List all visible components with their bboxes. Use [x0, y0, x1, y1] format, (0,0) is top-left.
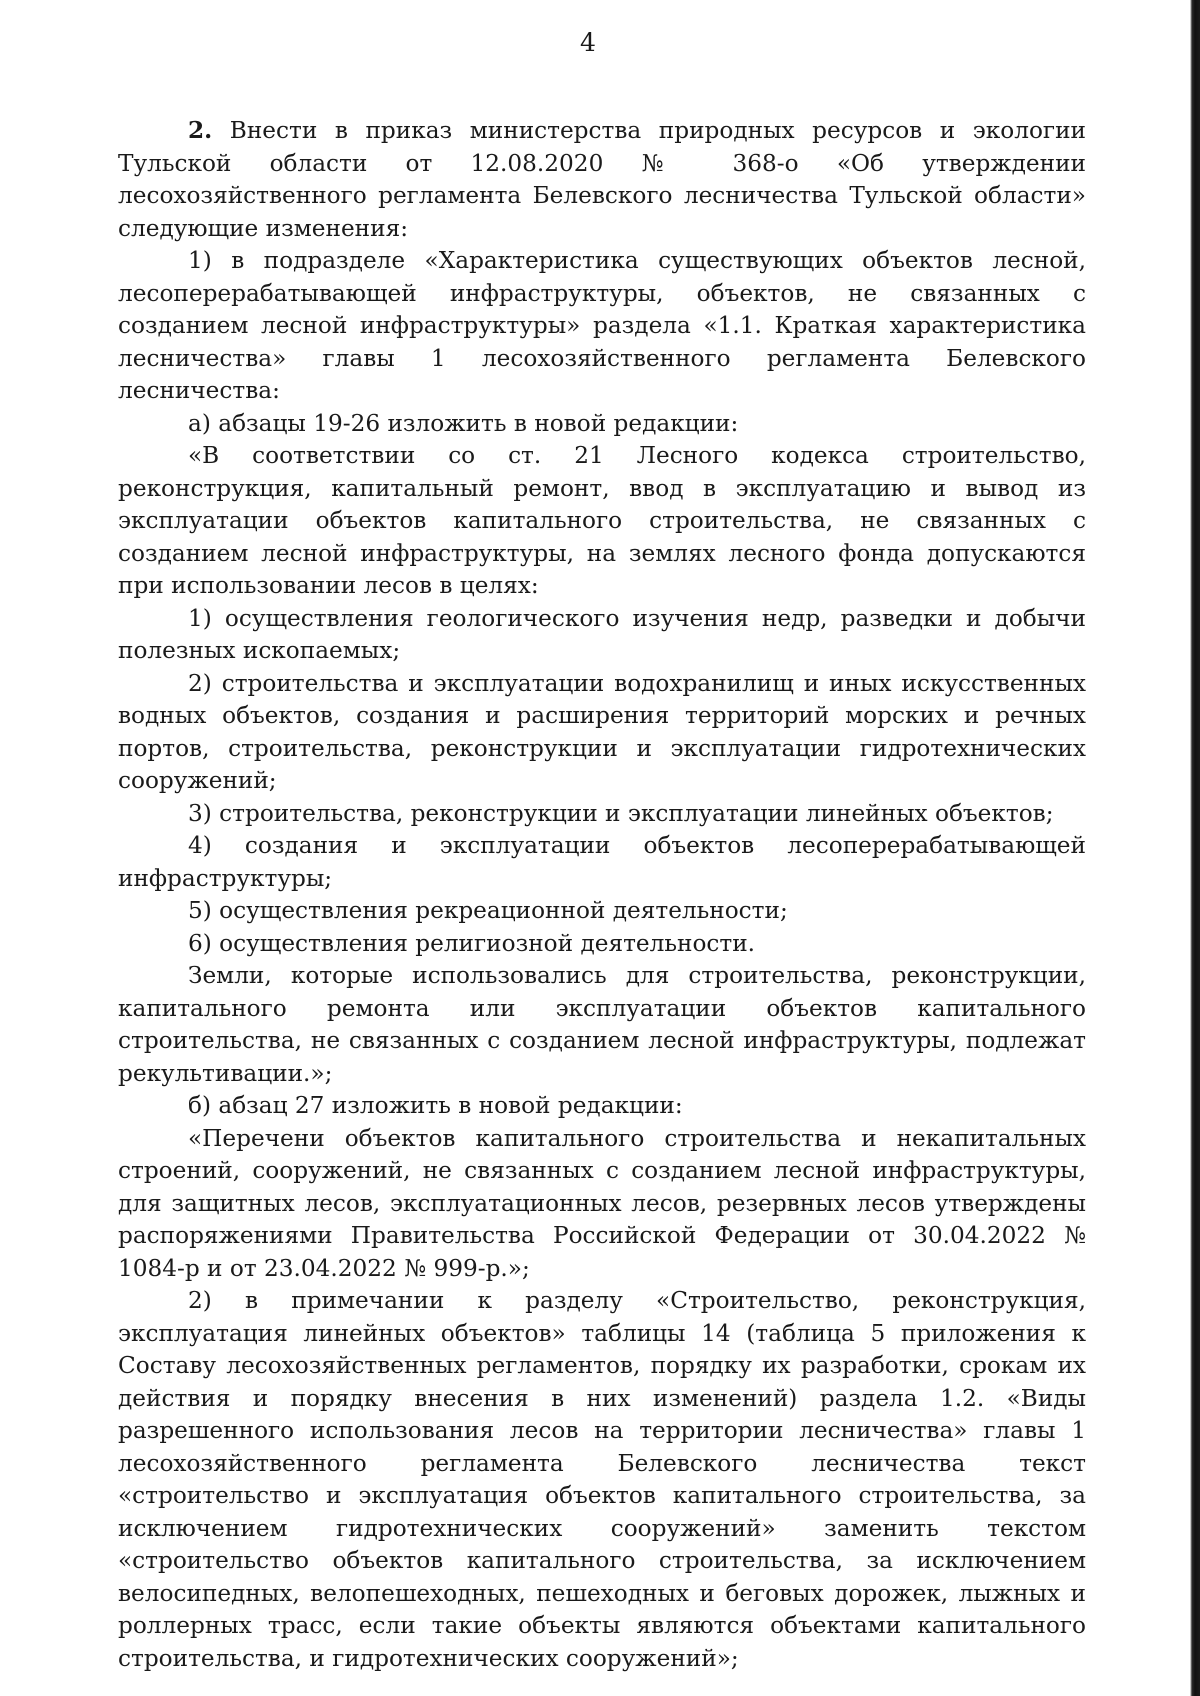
paragraph: 5) осуществления рекреационной деятельности;: [188, 897, 788, 924]
paragraph: 6) осуществления религиозной деятельности.: [188, 929, 756, 957]
item-number: 2.: [188, 117, 213, 144]
paragraph: 4) создания и эксплуатации объектов лесоперерабатывающей инфраструктуры;: [118, 832, 1086, 892]
paragraph: «Перечени объектов капитального строительства и некапитальных строений, сооружений, не связанных с созданием лесной инфраструктуры, для защитных лесов, эксплуатационных лесов, резервных лесов утверждены распоряжениями Правительства Российской Федерации от 30.04.2022 № 1084-р и от 23.04.2022 № 999-р.»;: [118, 1124, 1086, 1282]
paragraph: 3) строительства, реконструкции и эксплуатации линейных объектов;: [188, 799, 1054, 827]
paragraph-text: Внести в приказ министерства природных ресурсов и экологии Тульской области от 12.08.2020 № 368-о «Об утверждении лесохозяйственного регламента Белевского лесничества Тульской области» следующие изменения:: [118, 117, 1086, 242]
paragraph: 2) в примечании к разделу «Строительство, реконструкция, эксплуатация линейных объектов» таблицы 14 (таблица 5 приложения к Составу лесохозяйственных регламентов, порядку их разработки, срокам их действия и порядку внесения в них изменений) раздела 1.2. «Виды разрешенного использования лесов на территории лесничества» главы 1 лесохозяйственного регламента Белевского лесничества текст «строительство и эксплуатация объектов капитального строительства, за исключением гидротехнических сооружений» заменить текстом «строительство объектов капитального строительства, за исключением велосипедных, велопешеходных, пешеходных и беговых дорожек, лыжных и роллерных трасс, если такие объекты являются объектами капитального строительства, и гидротехнических сооружений»;: [118, 1287, 1086, 1672]
paragraph: Земли, которые использовались для строительства, реконструкции, капитального ремонта или эксплуатации объектов капитального строительства, не связанных с созданием лесной инфраструктуры, подлежат рекультивации.»;: [118, 962, 1086, 1087]
paragraph: 2) строительства и эксплуатации водохранилищ и иных искусственных водных объектов, создания и расширения территорий морских и речных портов, строительства, реконструкции и эксплуатации гидротехнических сооружений;: [118, 669, 1086, 794]
page-number: 4: [580, 28, 596, 57]
paragraph: а) абзацы 19-26 изложить в новой редакции:: [188, 409, 739, 437]
paragraph: б) абзац 27 изложить в новой редакции:: [188, 1092, 683, 1119]
paragraph: 1) осуществления геологического изучения недр, разведки и добычи полезных ископаемых;: [118, 604, 1086, 664]
paragraph: «В соответствии со ст. 21 Лесного кодекса строительство, реконструкция, капитальный ремонт, ввод в эксплуатацию и вывод из эксплуатации объектов капитального строительства, не связанных с созданием лесной инфраструктуры, на землях лесного фонда допускаются при использовании лесов в целях:: [118, 442, 1086, 599]
document-body: [118, 115, 1086, 1675]
scan-edge-shadow: [1186, 0, 1200, 1696]
paragraph: 1) в подразделе «Характеристика существующих объектов лесной, лесоперерабатывающей инфраструктуры, объектов, не связанных с созданием лесной инфраструктуры» раздела «1.1. Краткая характеристика лесничества» главы 1 лесохозяйственного регламента Белевского лесничества:: [118, 247, 1086, 404]
paragraph: [118, 115, 1086, 245]
